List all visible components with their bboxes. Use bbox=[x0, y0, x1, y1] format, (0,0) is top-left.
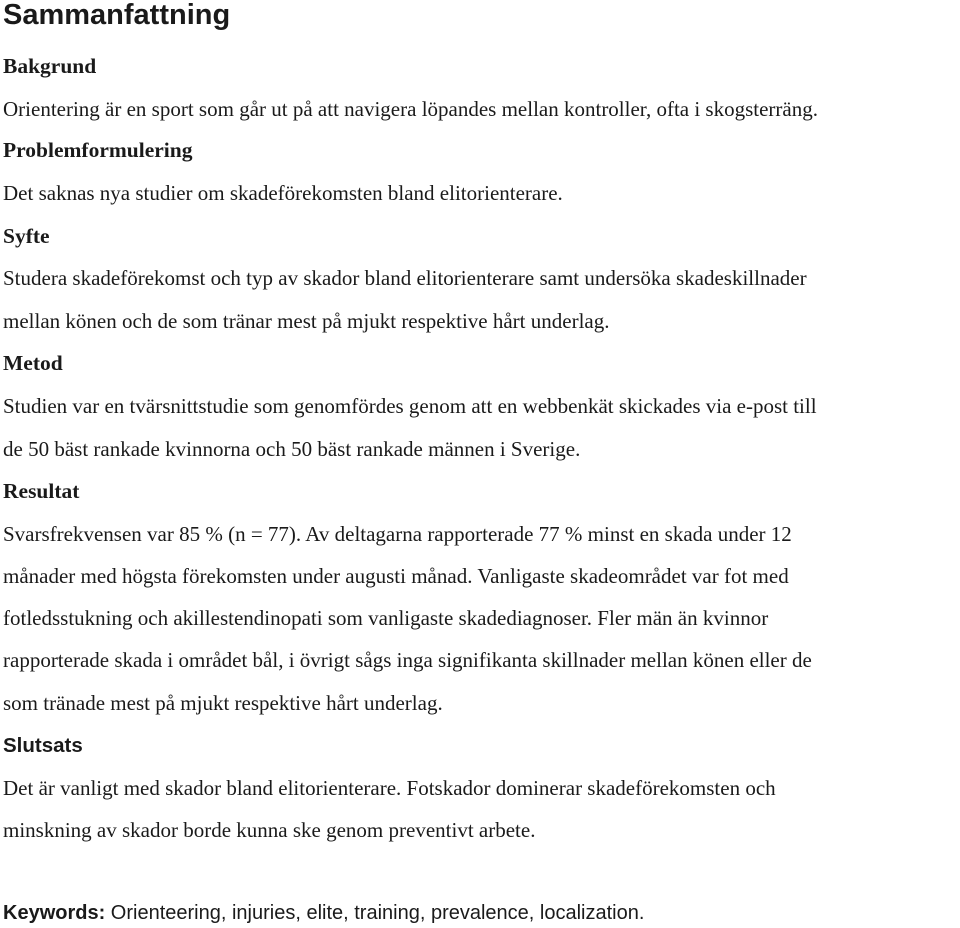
section-heading-metod: Metod bbox=[3, 351, 63, 375]
section-line-slutsats-1: Det är vanligt med skador bland elitorienterare. Fotskador dominerar skadeförekomsten och bbox=[3, 776, 776, 800]
section-line-slutsats-2: minskning av skador borde kunna ske genom preventivt arbete. bbox=[3, 818, 536, 842]
page-title: Sammanfattning bbox=[3, 0, 231, 31]
keywords-text: Orienteering, injuries, elite, training, prevalence, localization. bbox=[105, 902, 645, 924]
section-heading-bakgrund: Bakgrund bbox=[3, 54, 97, 78]
section-line-metod-2: de 50 bäst rankade kvinnorna och 50 bäst rankade männen i Sverige. bbox=[3, 437, 581, 461]
section-line-resultat-3: fotledsstukning och akillestendinopati som vanligaste skadediagnoser. Fler män än kvinnor bbox=[3, 606, 769, 630]
section-line-bakgrund-1: Orientering är en sport som går ut på att navigera löpandes mellan kontroller, ofta i skogsterräng. bbox=[3, 97, 818, 121]
section-line-metod-1: Studien var en tvärsnittstudie som genomfördes genom att en webbenkät skickades via e-post till bbox=[3, 394, 817, 418]
section-line-problemformulering-1: Det saknas nya studier om skadeförekomsten bland elitorienterare. bbox=[3, 181, 563, 205]
section-heading-slutsats: Slutsats bbox=[3, 734, 83, 757]
section-line-syfte-2: mellan könen och de som tränar mest på mjukt respektive hårt underlag. bbox=[3, 309, 610, 333]
section-line-resultat-5: som tränade mest på mjukt respektive hårt underlag. bbox=[3, 691, 443, 715]
section-line-resultat-1: Svarsfrekvensen var 85 % (n = 77). Av deltagarna rapporterade 77 % minst en skada under 12 bbox=[3, 522, 792, 546]
section-line-syfte-1: Studera skadeförekomst och typ av skador bland elitorienterare samt undersöka skadeskillnader bbox=[3, 266, 807, 290]
section-line-resultat-4: rapporterade skada i området bål, i övrigt sågs inga signifikanta skillnader mellan könen eller de bbox=[3, 648, 812, 672]
section-heading-resultat: Resultat bbox=[3, 479, 80, 503]
section-heading-problemformulering: Problemformulering bbox=[3, 138, 193, 162]
section-line-resultat-2: månader med högsta förekomsten under augusti månad. Vanligaste skadeområdet var fot med bbox=[3, 564, 789, 588]
section-heading-syfte: Syfte bbox=[3, 224, 50, 248]
keywords-line bbox=[3, 898, 644, 928]
keywords-label: Keywords: bbox=[3, 902, 106, 924]
